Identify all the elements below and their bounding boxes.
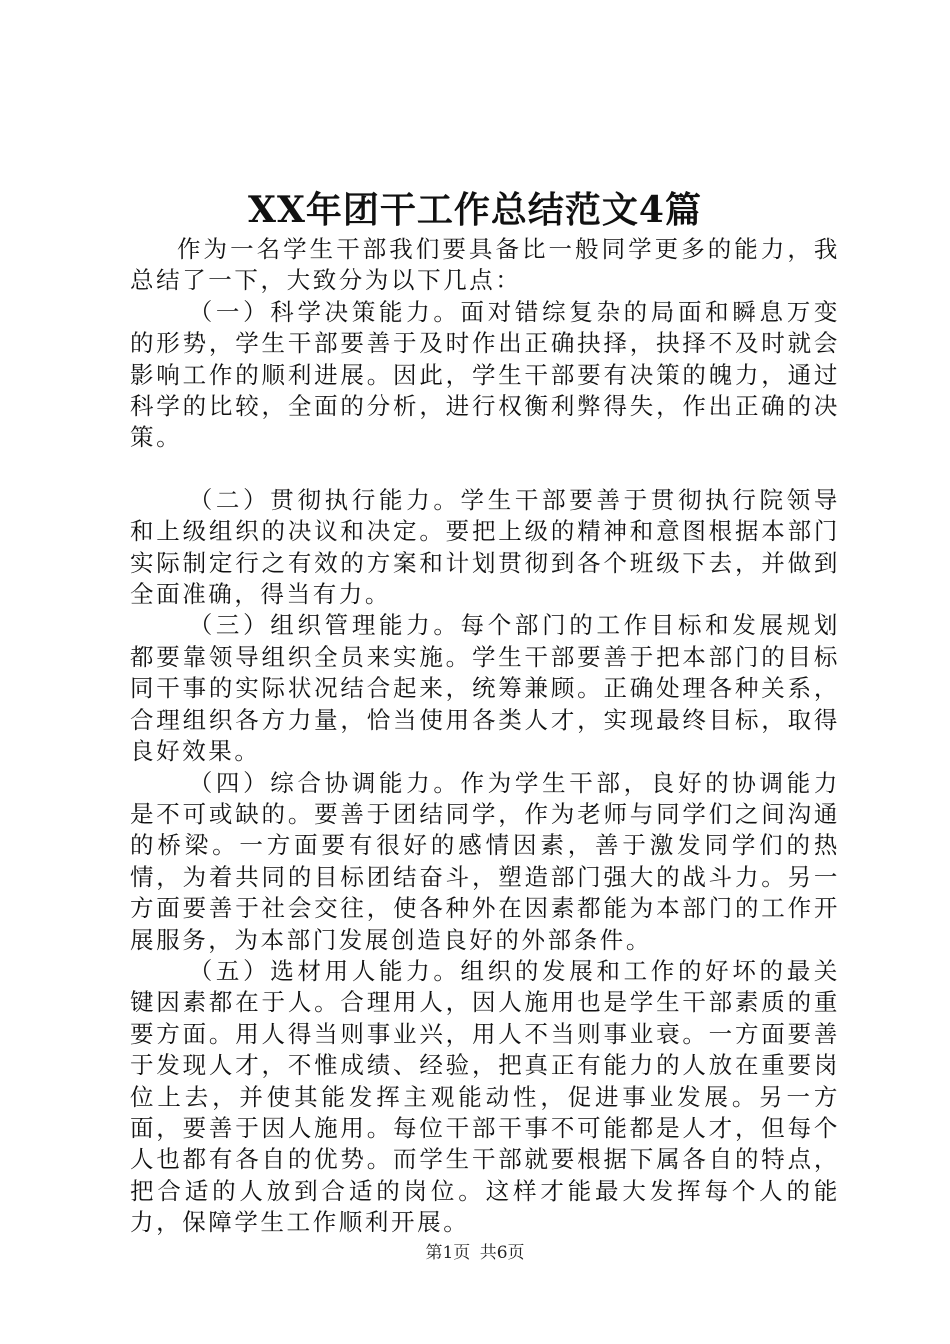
- page-footer: 第1页 共6页: [425, 1243, 525, 1263]
- document-body: [130, 234, 840, 1239]
- paragraph-execution: （二）贯彻执行能力。学生干部要善于贯彻执行院领导和上级组织的决议和决定。要把上级的精神和意图根据本部门实际制定行之有效的方案和计划贯彻到各个班级下去，并做到全面准确，得当有力。: [130, 485, 840, 609]
- paragraph-coordination: （四）综合协调能力。作为学生干部，良好的协调能力是不可或缺的。要善于团结同学，作为老师与同学们之间沟通的桥梁。一方面要有很好的感情因素，善于激发同学们的热情，为着共同的目标团结奋斗，塑造部门强大的战斗力。另一方面要善于社会交往，使各种外在因素都能为本部门的工作开展服务，为本部门发展创造良好的外部条件。: [130, 768, 840, 954]
- paragraph-management: （三）组织管理能力。每个部门的工作目标和发展规划都要靠领导组织全员来实施。学生干部要善于把本部门的目标同干事的实际状况结合起来，统筹兼顾。正确处理各种关系，合理组织各方力量，恰当使用各类人才，实现最终目标，取得良好效果。: [130, 611, 840, 766]
- paragraph-staffing: （五）选材用人能力。组织的发展和工作的好坏的最关键因素都在于人。合理用人，因人施用也是学生干部素质的重要方面。用人得当则事业兴，用人不当则事业衰。一方面要善于发现人才，不惟成绩、经验，把真正有能力的人放在重要岗位上去，并使其能发挥主观能动性，促进事业发展。另一方面，要善于因人施用。每位干部干事不可能都是人才，但每个人也都有各自的优势。而学生干部就要根据下属各自的特点，把合适的人放到合适的岗位。这样才能最大发挥每个人的能力，保障学生工作顺利开展。: [130, 956, 840, 1237]
- paragraph-decision: （一）科学决策能力。面对错综复杂的局面和瞬息万变的形势，学生干部要善于及时作出正确抉择，抉择不及时就会影响工作的顺利进展。因此，学生干部要有决策的魄力，通过科学的比较，全面的分析，进行权衡利弊得失，作出正确的决策。: [130, 297, 840, 452]
- paragraph-intro: 作为一名学生干部我们要具备比一般同学更多的能力，我总结了一下，大致分为以下几点：: [130, 235, 840, 295]
- document-title: XX年团干工作总结范文4篇: [248, 189, 702, 231]
